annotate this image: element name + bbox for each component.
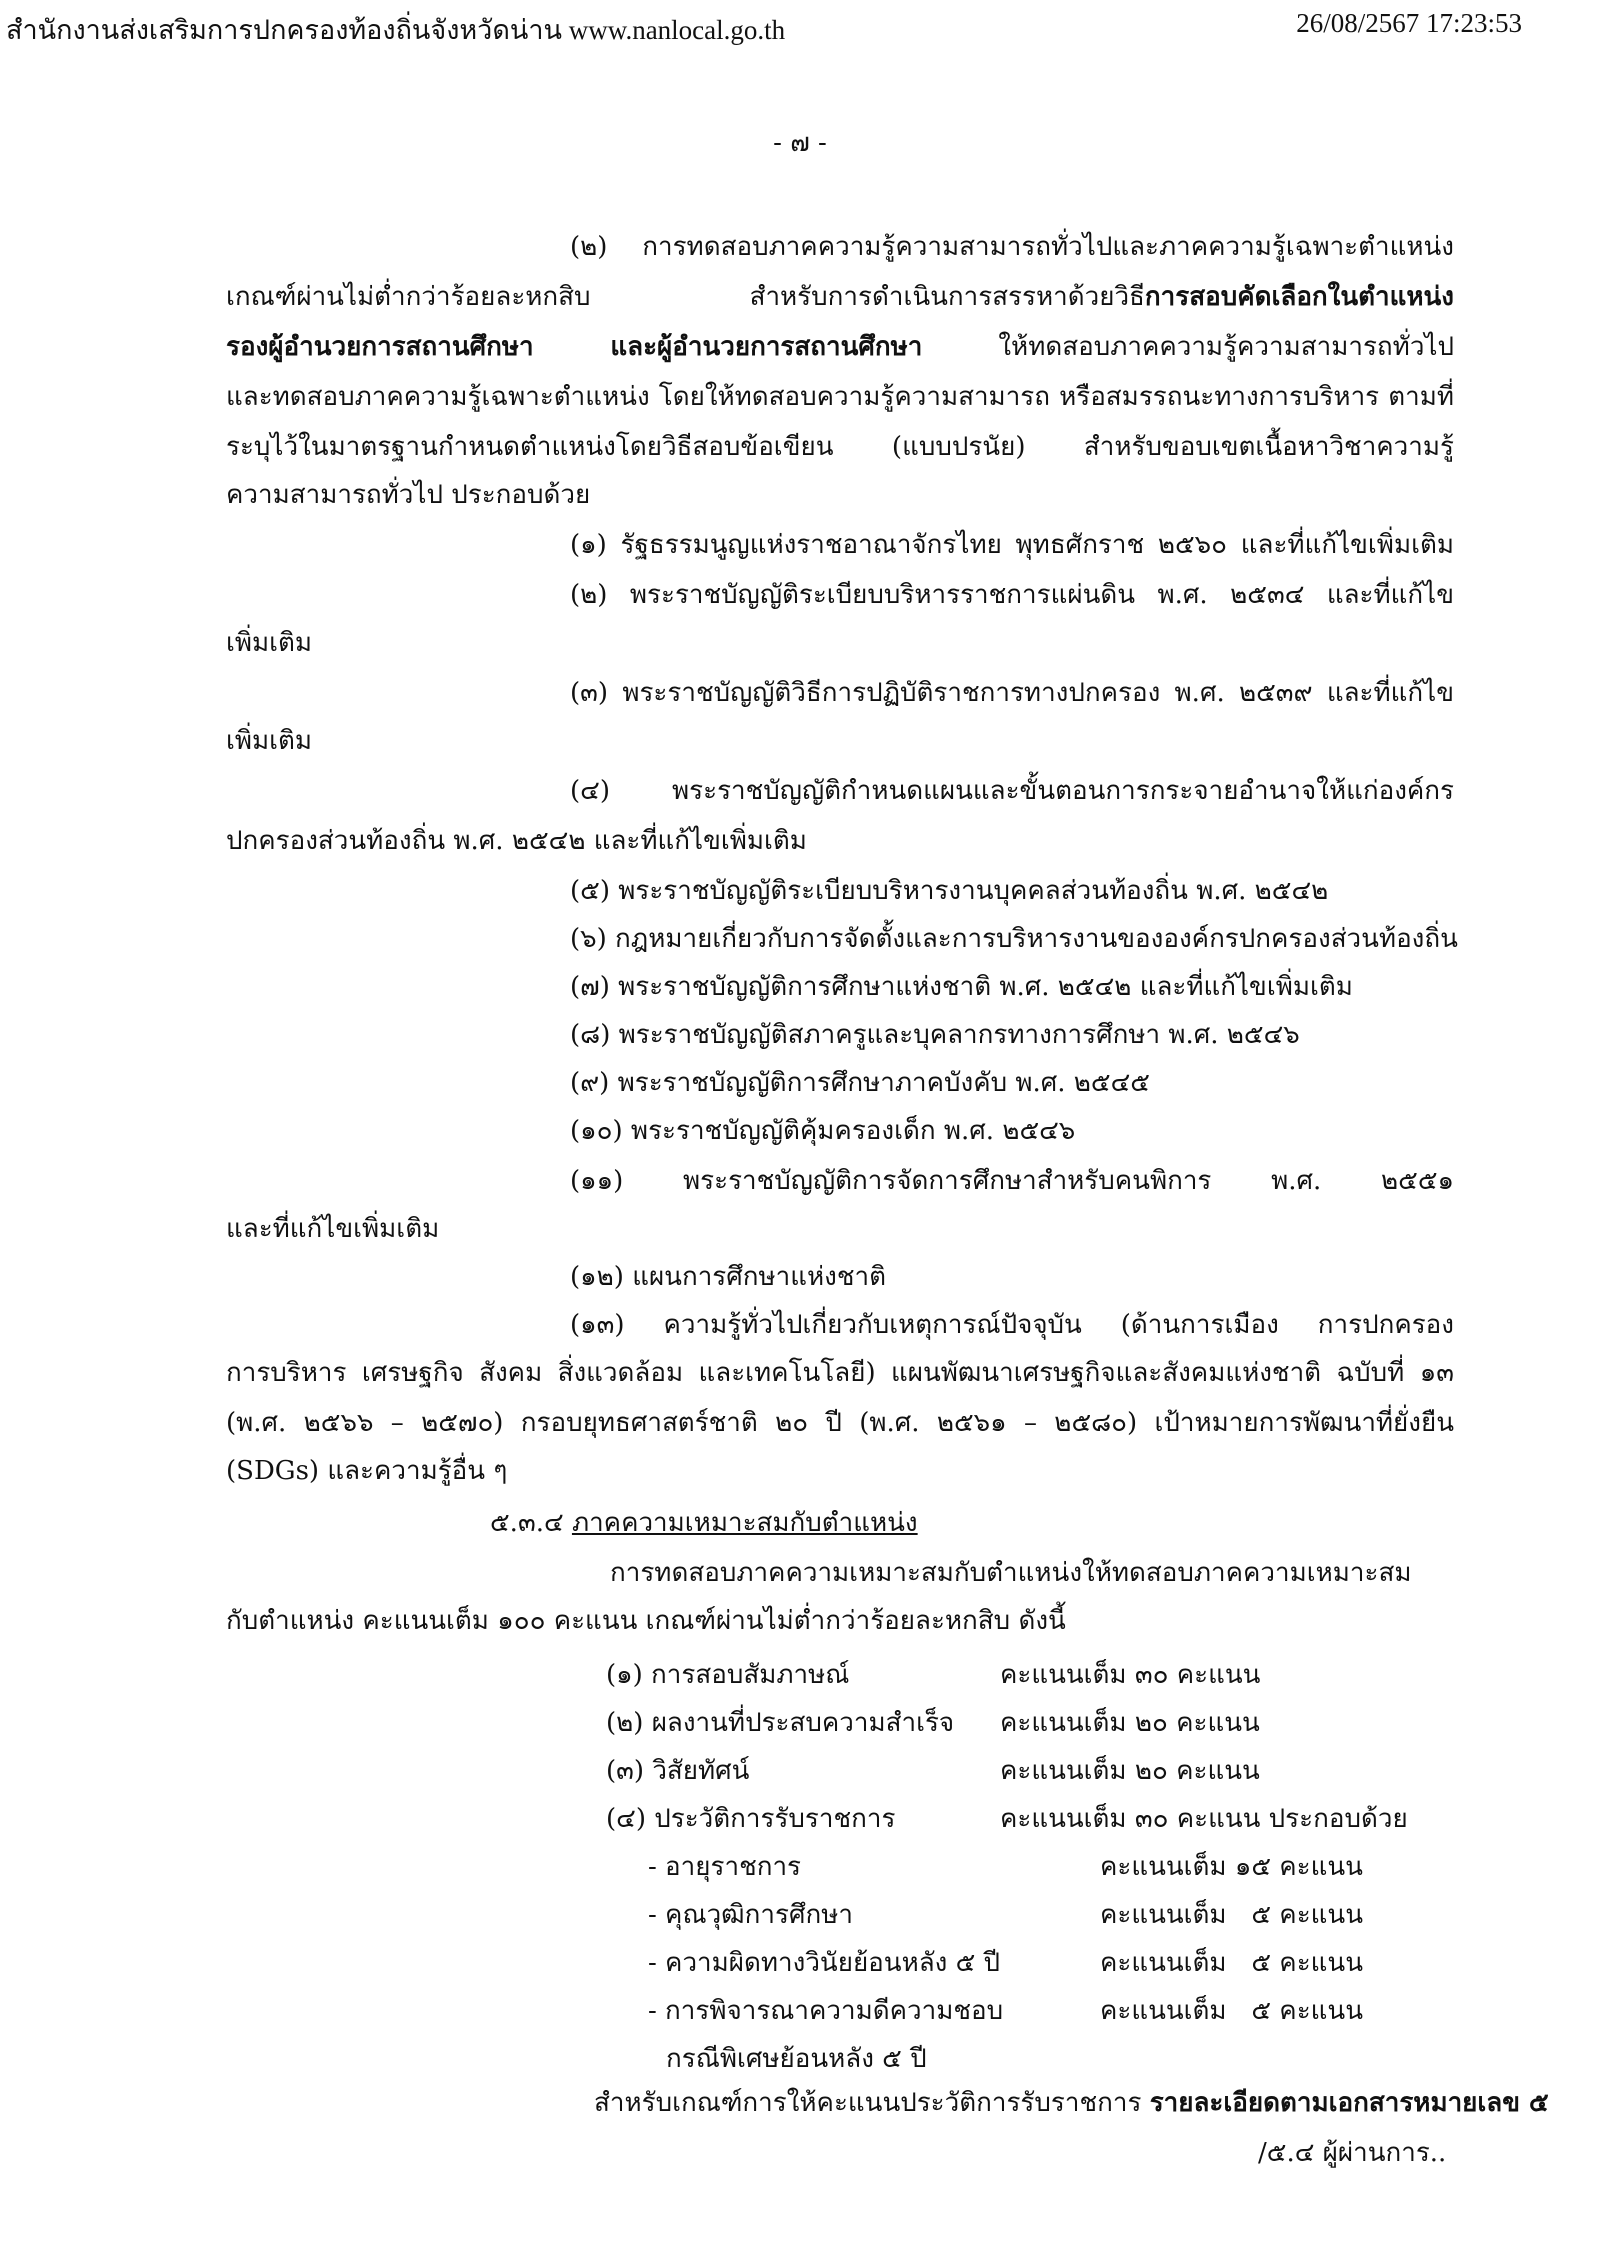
list-item: (๓) พระราชบัญญัติวิธีการปฏิบัติราชการทางปกครอง พ.ศ. ๒๕๓๙ และที่แก้ไข: [570, 678, 1454, 708]
list-item-cont: เพิ่มเติม: [226, 726, 313, 756]
list-item-cont: (SDGs) และความรู้อื่น ๆ: [226, 1456, 508, 1486]
para-line: ระบุไว้ในมาตรฐานกำหนดตำแหน่งโดยวิธีสอบข้อเขียน (แบบปรนัย) สำหรับขอบเขตเนื้อหาวิชาความรู้: [226, 432, 1454, 462]
score-item-value: คะแนนเต็ม ๓๐ คะแนน ประกอบด้วย: [1000, 1804, 1408, 1834]
list-item-cont: และที่แก้ไขเพิ่มเติม: [226, 1214, 440, 1244]
score-item-value: คะแนนเต็ม ๒๐ คะแนน: [1000, 1708, 1260, 1738]
list-item: (๙) พระราชบัญญัติการศึกษาภาคบังคับ พ.ศ. ๒๕๔๕: [570, 1068, 1150, 1098]
score-subitem-value: คะแนนเต็ม ๕ คะแนน: [1100, 1996, 1363, 2026]
list-item: (๑๓) ความรู้ทั่วไปเกี่ยวกับเหตุการณ์ปัจจุบัน (ด้านการเมือง การปกครอง: [570, 1310, 1454, 1340]
header-source: สำนักงานส่งเสริมการปกครองท้องถิ่นจังหวัดน่าน www.nanlocal.go.th: [6, 15, 786, 45]
para-line: ความสามารถทั่วไป ประกอบด้วย: [226, 480, 591, 510]
score-subitem-value: คะแนนเต็ม ๑๕ คะแนน: [1100, 1852, 1363, 1882]
list-item-cont: (พ.ศ. ๒๕๖๖ – ๒๕๗๐) กรอบยุทธศาสตร์ชาติ ๒๐ ปี (พ.ศ. ๒๕๖๑ – ๒๕๘๐) เป้าหมายการพัฒนาที่ยั่งยืน: [226, 1408, 1454, 1438]
list-item-cont: การบริหาร เศรษฐกิจ สังคม สิ่งแวดล้อม และเทคโนโลยี) แผนพัฒนาเศรษฐกิจและสังคมแห่งชาติ ฉบับที่ ๑๓: [226, 1358, 1454, 1388]
para-line: (๒) การทดสอบภาคความรู้ความสามารถทั่วไปและภาคความรู้เฉพาะตำแหน่ง: [570, 232, 1454, 262]
para-line: เกณฑ์ผ่านไม่ต่ำกว่าร้อยละหกสิบ สำหรับการดำเนินการสรรหาด้วยวิธีการสอบคัดเลือกในตำแหน่ง: [226, 282, 1454, 312]
para-line: รองผู้อำนวยการสถานศึกษา และผู้อำนวยการสถานศึกษา ให้ทดสอบภาคความรู้ความสามารถทั่วไป: [226, 332, 1454, 362]
list-item: (๑๑) พระราชบัญญัติการจัดการศึกษาสำหรับคนพิการ พ.ศ. ๒๕๕๑: [570, 1166, 1454, 1196]
score-subitem-label: - อายุราชการ: [648, 1852, 802, 1882]
score-item-label: (๑) การสอบสัมภาษณ์: [606, 1660, 850, 1690]
score-subitem-label-cont: กรณีพิเศษย้อนหลัง ๕ ปี: [666, 2044, 927, 2074]
header-timestamp: 26/08/2567 17:23:53: [1296, 8, 1522, 38]
page-number: - ๗ -: [773, 128, 827, 158]
list-item-cont: ปกครองส่วนท้องถิ่น พ.ศ. ๒๕๔๒ และที่แก้ไขเพิ่มเติม: [226, 826, 807, 856]
section-heading: ๕.๓.๔ ภาคความเหมาะสมกับตำแหน่ง: [490, 1508, 918, 1538]
score-item-label: (๓) วิสัยทัศน์: [606, 1756, 750, 1786]
list-item: (๕) พระราชบัญญัติระเบียบบริหารงานบุคคลส่วนท้องถิ่น พ.ศ. ๒๕๔๒: [570, 876, 1329, 906]
score-subitem-label: - การพิจารณาความดีความชอบ: [648, 1996, 1004, 2026]
score-subitem-value: คะแนนเต็ม ๕ คะแนน: [1100, 1948, 1363, 1978]
score-item-label: (๔) ประวัติการรับราชการ: [606, 1804, 896, 1834]
list-item: (๗) พระราชบัญญัติการศึกษาแห่งชาติ พ.ศ. ๒๕๔๒ และที่แก้ไขเพิ่มเติม: [570, 972, 1353, 1002]
list-item-cont: เพิ่มเติม: [226, 628, 313, 658]
list-item: (๔) พระราชบัญญัติกำหนดแผนและขั้นตอนการกระจายอำนาจให้แก่องค์กร: [570, 776, 1454, 806]
score-item-label: (๒) ผลงานที่ประสบความสำเร็จ: [606, 1708, 955, 1738]
para-line: กับตำแหน่ง คะแนนเต็ม ๑๐๐ คะแนน เกณฑ์ผ่านไม่ต่ำกว่าร้อยละหกสิบ ดังนี้: [226, 1606, 1066, 1636]
score-item-value: คะแนนเต็ม ๓๐ คะแนน: [1000, 1660, 1261, 1690]
list-item: (๖) กฎหมายเกี่ยวกับการจัดตั้งและการบริหารงานขององค์กรปกครองส่วนท้องถิ่น: [570, 924, 1458, 954]
list-item: (๒) พระราชบัญญัติระเบียบบริหารราชการแผ่นดิน พ.ศ. ๒๕๓๔ และที่แก้ไข: [570, 580, 1454, 610]
score-item-value: คะแนนเต็ม ๒๐ คะแนน: [1000, 1756, 1260, 1786]
closing-line: สำหรับเกณฑ์การให้คะแนนประวัติการรับราชการ รายละเอียดตามเอกสารหมายเลข ๕: [594, 2088, 1549, 2118]
para-line: และทดสอบภาคความรู้เฉพาะตำแหน่ง โดยให้ทดสอบความรู้ความสามารถ หรือสมรรถนะทางการบริหาร ตามที่: [226, 382, 1454, 412]
score-subitem-label: - คุณวุฒิการศึกษา: [648, 1900, 853, 1930]
continuation-note: /๕.๔ ผู้ผ่านการ..: [1258, 2138, 1447, 2168]
score-subitem-value: คะแนนเต็ม ๕ คะแนน: [1100, 1900, 1363, 1930]
para-line: การทดสอบภาคความเหมาะสมกับตำแหน่งให้ทดสอบภาคความเหมาะสม: [610, 1558, 1412, 1588]
list-item: (๑๒) แผนการศึกษาแห่งชาติ: [570, 1262, 886, 1292]
list-item: (๑๐) พระราชบัญญัติคุ้มครองเด็ก พ.ศ. ๒๕๔๖: [570, 1116, 1076, 1146]
score-subitem-label: - ความผิดทางวินัยย้อนหลัง ๕ ปี: [648, 1948, 1001, 1978]
list-item: (๑) รัฐธรรมนูญแห่งราชอาณาจักรไทย พุทธศักราช ๒๕๖๐ และที่แก้ไขเพิ่มเติม: [570, 530, 1454, 560]
list-item: (๘) พระราชบัญญัติสภาครูและบุคลากรทางการศึกษา พ.ศ. ๒๕๔๖: [570, 1020, 1300, 1050]
